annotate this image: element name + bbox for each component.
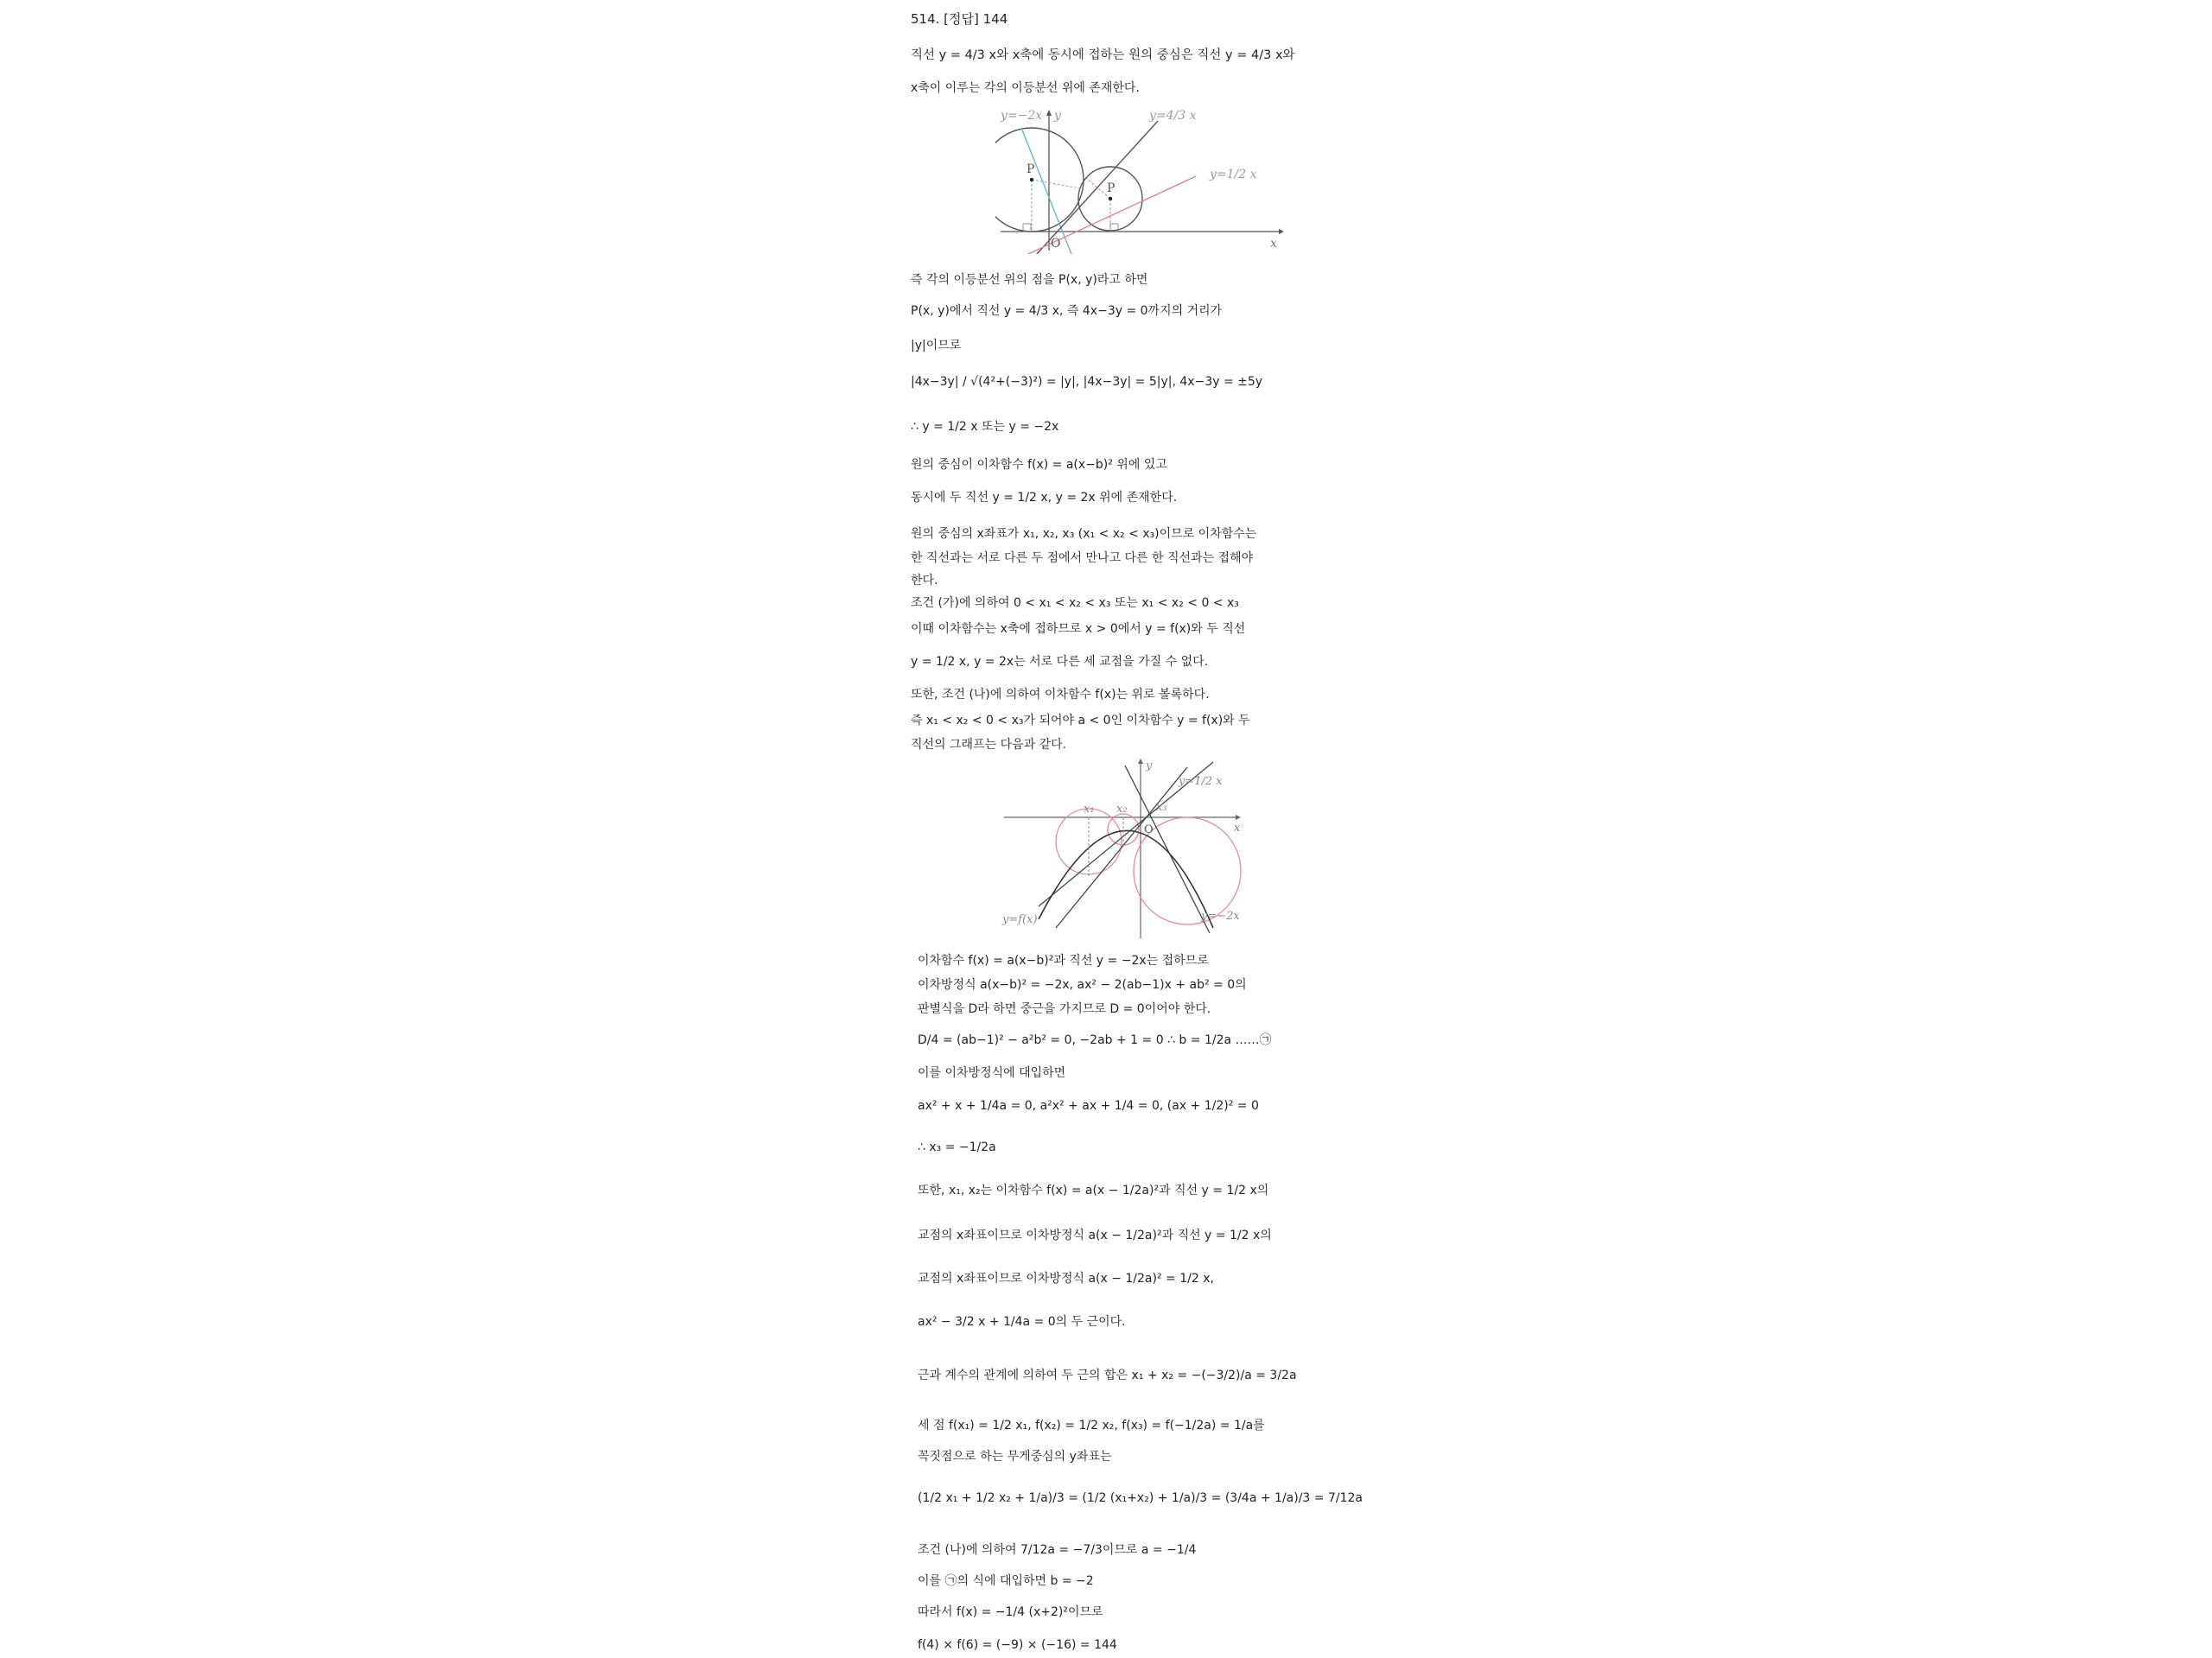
label-half-x: y=1/2 x (1210, 168, 1257, 181)
ln12: 조건 (가)에 의하여 0 < x₁ < x₂ < x₃ 또는 x₁ < x₂ < 0 < x₃ (911, 596, 1239, 610)
x-axis-arrow (1279, 229, 1284, 234)
ln35: 따라서 f(x) = −1/4 (x+2)²이므로 (918, 1605, 1103, 1619)
label-origin: O (1051, 237, 1061, 251)
label-p-right: P (1107, 181, 1116, 195)
ln5: |4x−3y| / √(4²+(−3)²) = |y|, |4x−3y| = 5|y|, 4x−3y = ±5y (911, 375, 1263, 389)
x-axis-arrow (1236, 815, 1241, 820)
label-origin: O (1144, 823, 1154, 836)
problem-header: 514. [정답] 144 (911, 11, 1008, 27)
label-x1: x₁ (1084, 803, 1095, 816)
ln22: 이를 이차방정식에 대입하면 (918, 1066, 1066, 1080)
text-line (911, 48, 1295, 62)
label-y-axis: y (1054, 109, 1061, 123)
ln21: D/4 = (ab−1)² − a²b² = 0, −2ab + 1 = 0 ∴ b = 1/2a ……㉠ (918, 1033, 1272, 1047)
ln32: (1/2 x₁ + 1/2 x₂ + 1/a)/3 = (1/2 (x₁+x₂) + 1/a)/3 = (3/4a + 1/a)/3 = 7/12a (918, 1491, 1363, 1505)
label-neg-2x: y=−2x (1001, 109, 1043, 123)
label-half-x: y=1/2 x (1179, 775, 1223, 788)
right-angle-mark (1023, 224, 1031, 232)
ln24: ∴ x₃ = −1/2a (918, 1140, 996, 1154)
ln8: 동시에 두 직선 y = 1/2 x, y = 2x 위에 존재한다. (911, 491, 1178, 505)
ln7: 원의 중심이 이차함수 f(x) = a(x−b)² 위에 있고 (911, 458, 1167, 472)
ln27: 교점의 x좌표이므로 이차방정식 a(x − 1/2a)² = 1/2 x, (918, 1272, 1214, 1286)
left-circle (995, 128, 1084, 232)
perp-left-2 (1032, 180, 1080, 188)
label-x-axis: x (1270, 237, 1277, 251)
label-four-thirds: y=4/3 x (1149, 109, 1197, 123)
ln1: x축이 이루는 각의 이등분선 위에 존재한다. (911, 81, 1140, 95)
label-p-left: P (1027, 162, 1035, 176)
ln36: f(4) × f(6) = (−9) × (−16) = 144 (918, 1638, 1117, 1652)
ln10: 한 직선과는 서로 다른 두 점에서 만나고 다른 한 직선과는 접해야 (911, 551, 1254, 565)
ln19: 이차방정식 a(x−b)² = −2x, ax² − 2(ab−1)x + ab² = 0의 (918, 978, 1247, 992)
ln2: 즉 각의 이등분선 위의 점을 P(x, y)라고 하면 (911, 273, 1148, 287)
label-f: y=f(x) (1002, 913, 1038, 926)
ln16: 즉 x₁ < x₂ < 0 < x₃가 되어야 a < 0인 이차함수 y = f(x)와 두 (911, 714, 1250, 727)
ln13: 이때 이차함수는 x축에 접하므로 x > 0에서 y = f(x)와 두 직선 (911, 622, 1246, 636)
line-neg-2x (1021, 128, 1071, 254)
ln20: 판별식을 D라 하면 중근을 가지므로 D = 0이어야 한다. (918, 1002, 1211, 1016)
ln30: 세 점 f(x₁) = 1/2 x₁, f(x₂) = 1/2 x₂, f(x₃) = f(−1/2a) = 1/a를 (918, 1419, 1265, 1432)
ln26: 교점의 x좌표이므로 이차방정식 a(x − 1/2a)²과 직선 y = 1/2 x의 (918, 1229, 1272, 1242)
label-x2: x₂ (1116, 803, 1128, 816)
ln34: 이를 ㉠의 식에 대입하면 b = −2 (918, 1574, 1094, 1588)
ln3: P(x, y)에서 직선 y = 4/3 x, 즉 4x−3y = 0까지의 거리가 (911, 304, 1223, 318)
y-axis-arrow (1138, 759, 1143, 764)
label-y-axis: y (1146, 759, 1153, 772)
text-line (911, 81, 1140, 95)
center-left (1030, 178, 1033, 181)
ln9: 원의 중심의 x좌표가 x₁, x₂, x₃ (x₁ < x₂ < x₃)이므로 이차함수는 (911, 527, 1257, 541)
label-neg-2x: y=−2x (1201, 910, 1240, 923)
ln15: 또한, 조건 (나)에 의하여 이차함수 f(x)는 위로 볼록하다. (911, 688, 1210, 702)
ln25: 또한, x₁, x₂는 이차함수 f(x) = a(x − 1/2a)²과 직선 y = 1/2 x의 (918, 1184, 1269, 1197)
label-x3: x₃ (1156, 801, 1167, 814)
label-x-axis: x (1234, 822, 1241, 835)
line-two-x (1056, 767, 1187, 928)
ln6: ∴ y = 1/2 x 또는 y = −2x (911, 420, 1059, 434)
figure-tangent-circles (995, 102, 1289, 254)
figure-parabola-circles (987, 755, 1255, 938)
ln11: 한다. (911, 574, 938, 588)
ln0: 직선 y = 4/3 x와 x축에 동시에 접하는 원의 중심은 직선 y = 4/3 x와 (911, 48, 1295, 62)
ln23: ax² + x + 1/4a = 0, a²x² + ax + 1/4 = 0, (ax + 1/2)² = 0 (918, 1099, 1259, 1113)
ln18: 이차함수 f(x) = a(x−b)²과 직선 y = −2x는 접하므로 (918, 954, 1209, 968)
ln17: 직선의 그래프는 다음과 같다. (911, 738, 1067, 752)
ln31: 꼭짓점으로 하는 무게중심의 y좌표는 (918, 1450, 1112, 1464)
ln33: 조건 (나)에 의하여 7/12a = −7/3이므로 a = −1/4 (918, 1543, 1197, 1557)
ln4: |y|이므로 (911, 339, 962, 353)
ln14: y = 1/2 x, y = 2x는 서로 다른 세 교점을 가질 수 없다. (911, 655, 1209, 669)
ln29: 근과 계수의 관계에 의하여 두 근의 합은 x₁ + x₂ = −(−3/2)/a = 3/2a (918, 1369, 1297, 1382)
solution-document (911, 0, 1363, 1658)
y-axis-arrow (1046, 110, 1052, 116)
center-right (1109, 197, 1112, 200)
ln28: ax² − 3/2 x + 1/4a = 0의 두 근이다. (918, 1315, 1126, 1329)
